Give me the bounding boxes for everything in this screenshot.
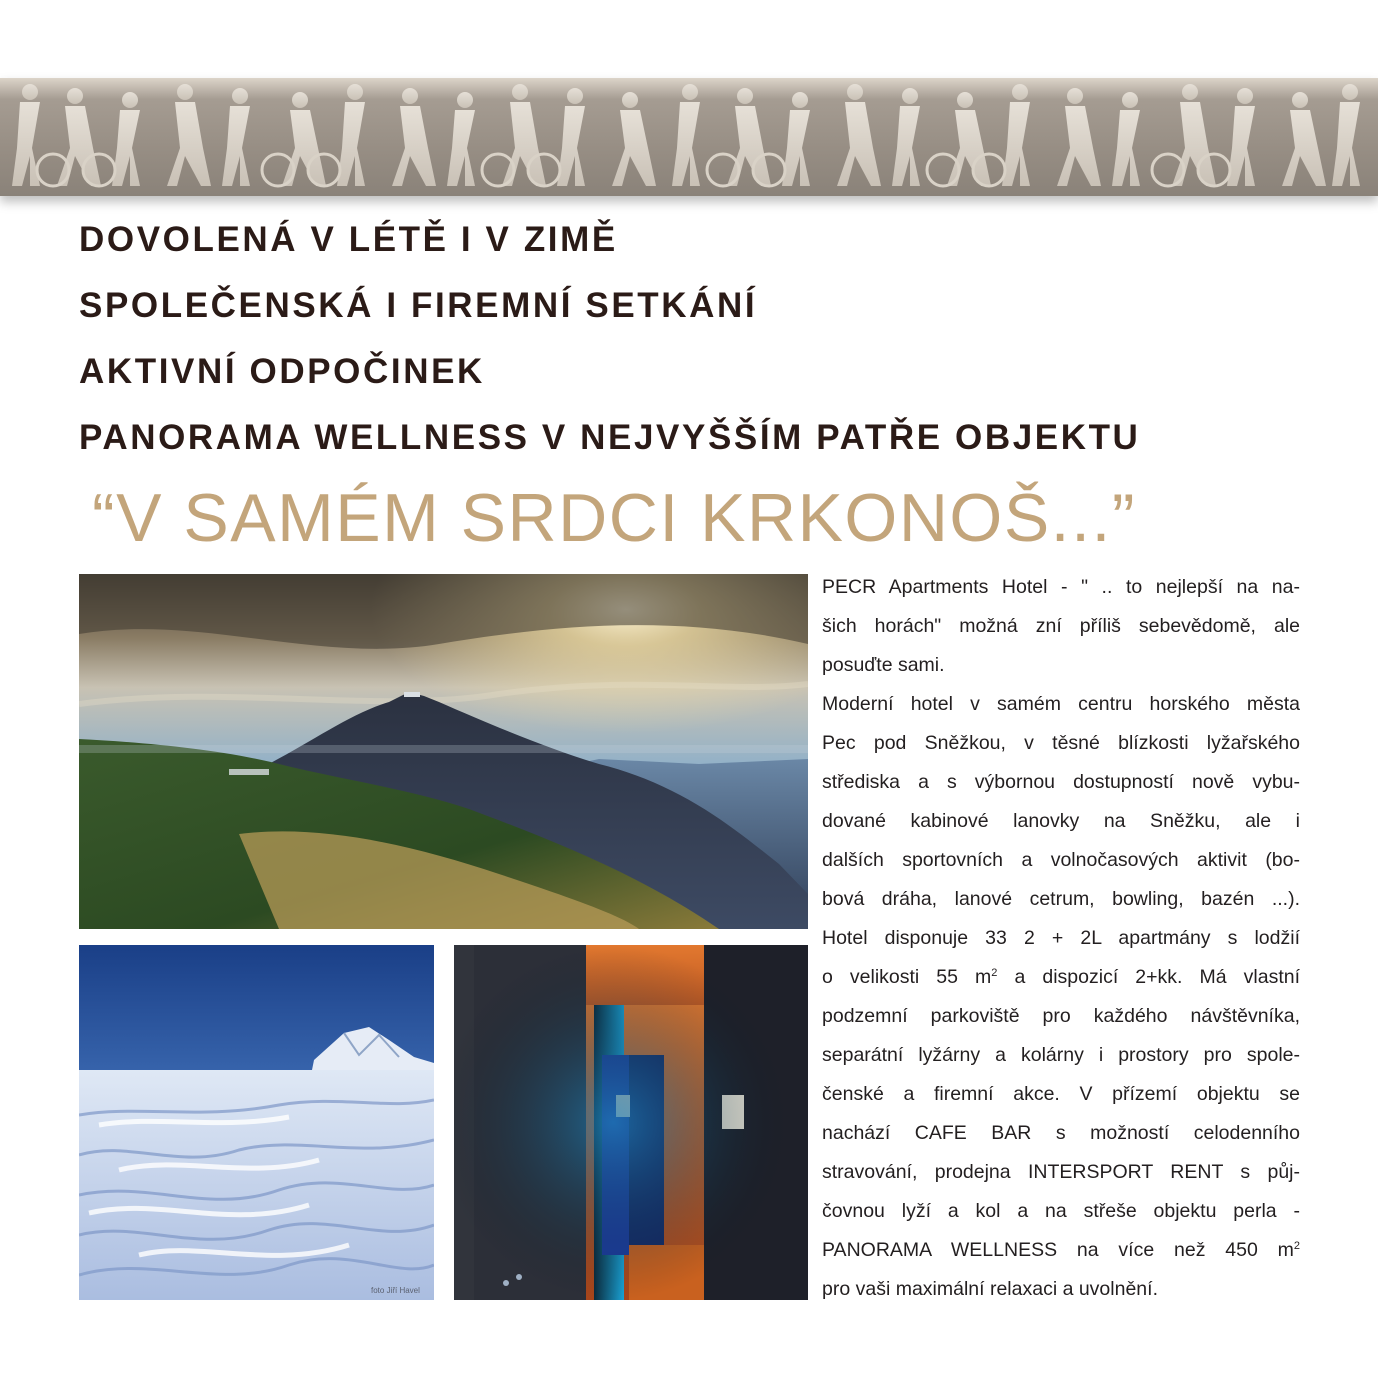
- text-line: pro vaši maximální relaxaci a uvolnění.: [822, 1278, 1158, 1300]
- athlete-silhouette: [502, 84, 546, 186]
- athlete-silhouette: [1112, 92, 1140, 186]
- athlete-silhouette: [672, 84, 700, 186]
- athlete-silhouette: [612, 92, 656, 186]
- athlete-silhouette: [447, 92, 475, 186]
- athlete-silhouette: [282, 92, 326, 186]
- headline-wellness: PANORAMA WELLNESS V NEJVYŠŠÍM PATŘE OBJEKTU: [79, 418, 1141, 457]
- snow-field-photo: [79, 945, 434, 1300]
- athlete-silhouette: [1332, 84, 1360, 186]
- athlete-silhouette: [167, 84, 211, 186]
- slogan: “V SAMÉM SRDCI KRKONOŠ...”: [92, 480, 1136, 556]
- athlete-silhouette: [1057, 88, 1101, 186]
- text-line: Hotel disponuje 33 2 + 2L apartmány s lodžií: [822, 927, 1300, 949]
- text-line: stravování, prodejna INTERSPORT RENT s půj-: [822, 1161, 1300, 1183]
- athlete-silhouette: [892, 88, 920, 186]
- text-line: podzemní parkoviště pro každého návštěvníka,: [822, 1005, 1300, 1027]
- snezka-mountain-photo: [79, 574, 808, 929]
- athlete-silhouette: [837, 84, 881, 186]
- text-line: Moderní hotel v samém centru horského města: [822, 693, 1300, 715]
- wellness-interior-photo: [454, 945, 808, 1300]
- text-line: dované kabinové lanovky na Sněžku, ale i: [822, 810, 1300, 832]
- athlete-silhouette: [1172, 84, 1216, 186]
- sport-silhouettes-banner: [0, 78, 1378, 196]
- silhouettes-icon: [0, 78, 1378, 196]
- text-line: dalších sportovních a volnočasových aktivit (bo-: [822, 849, 1300, 871]
- athlete-silhouette: [392, 88, 436, 186]
- hotel-description: [822, 568, 1300, 1309]
- text-line: bová dráha, lanové cetrum, bowling, bazén ...).: [822, 888, 1300, 910]
- headline-active-rest: AKTIVNÍ ODPOČINEK: [79, 352, 485, 391]
- athlete-silhouette: [222, 88, 250, 186]
- text-line-wellness: PANORAMA WELLNESS na více než 450 $m^2$: [822, 1239, 1300, 1261]
- text-line: separátní lyžárny a kolárny i prostory pro spole-: [822, 1044, 1300, 1066]
- text-line: šich horách" možná zní příliš sebevědomě, ale: [822, 615, 1300, 637]
- text-line: čovnou lyží a kol a na střeše objektu perla -: [822, 1200, 1300, 1222]
- headline-vacation: DOVOLENÁ V LÉTĚ I V ZIMĚ: [79, 220, 618, 259]
- text-line: Pec pod Sněžkou, v těsné blízkosti lyžařského: [822, 732, 1300, 754]
- athlete-silhouette: [947, 92, 991, 186]
- text-line: nachází CAFE BAR s možností celodenního: [822, 1122, 1300, 1144]
- text-line: střediska a s výbornou dostupností nově vybu-: [822, 771, 1300, 793]
- athlete-silhouette: [57, 88, 101, 186]
- photo-credit: foto Jiří Havel: [371, 1286, 420, 1295]
- text-line: posuďte sami.: [822, 654, 945, 676]
- athlete-silhouette: [1282, 92, 1326, 186]
- text-line: PECR Apartments Hotel - " .. to nejlepší na na-: [822, 576, 1300, 598]
- athlete-silhouette: [727, 88, 771, 186]
- text-line-size: o velikosti 55 $m^2$ a dispozicí 2+kk. Má vlastní: [822, 966, 1300, 988]
- text-line: čenské a firemní akce. V přízemí objektu se: [822, 1083, 1300, 1105]
- headline-corporate: SPOLEČENSKÁ I FIREMNÍ SETKÁNÍ: [79, 286, 758, 325]
